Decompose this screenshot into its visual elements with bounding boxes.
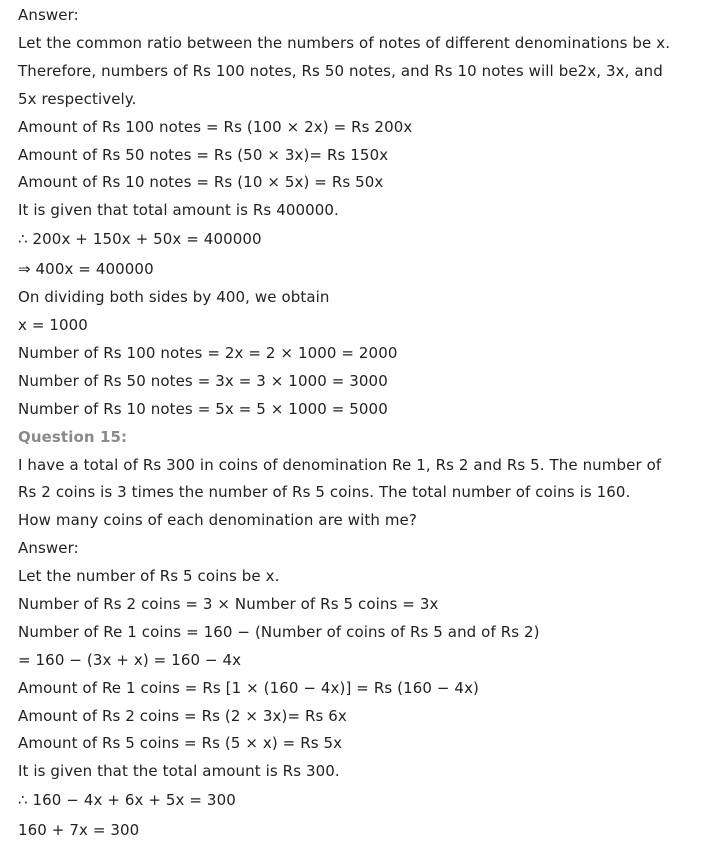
equation-line: Number of Re 1 coins = 160 − (Number of coins of Rs 5 and of Rs 2) — [18, 622, 540, 641]
equation-line: Amount of Rs 5 coins = Rs (5 × x) = Rs 5x — [18, 734, 343, 753]
equation-line: Amount of Rs 50 notes = Rs (50 × 3x)= Rs 150x — [18, 145, 389, 164]
equation-line: Number of Rs 10 notes = 5x = 5 × 1000 = 5000 — [18, 399, 388, 418]
equation-line: Amount of Rs 100 notes = Rs (100 × 2x) = Rs 200x — [18, 117, 413, 136]
equation-line: Number of Rs 2 coins = 3 × Number of Rs 5 coins = 3x — [18, 595, 439, 614]
text-line: 5x respectively. — [18, 89, 137, 108]
equation-line: = 160 − (3x + x) = 160 − 4x — [18, 650, 242, 669]
text-line: It is given that total amount is Rs 400000. — [18, 201, 339, 220]
document-body — [18, 0, 698, 845]
question-text-line: How many coins of each denomination are with me? — [18, 511, 417, 530]
text-line: Let the common ratio between the numbers of notes of different denominations be x. — [18, 34, 671, 52]
text-line: Therefore, numbers of Rs 100 notes, Rs 50 notes, and Rs 10 notes will be2x, 3x, and — [18, 61, 663, 80]
question-text-line: Rs 2 coins is 3 times the number of Rs 5 coins. The total number of coins is 160. — [18, 483, 631, 502]
equation-line: Amount of Rs 10 notes = Rs (10 × 5x) = Rs 50x — [18, 173, 384, 192]
equation-line: x = 1000 — [18, 316, 88, 335]
answer-label: Answer: — [18, 6, 79, 24]
equation-line: Number of Rs 50 notes = 3x = 3 × 1000 = 3000 — [18, 371, 388, 390]
question-heading: Question 15: — [18, 427, 128, 446]
equation-line: Amount of Re 1 coins = Rs [1 × (160 − 4x)] = Rs (160 − 4x) — [18, 678, 479, 697]
equation-line: ∴ 200x + 150x + 50x = 400000 — [18, 230, 262, 249]
text-line: On dividing both sides by 400, we obtain — [18, 288, 330, 307]
equation-line: ⇒ 400x = 400000 — [18, 259, 154, 278]
equation-line: ∴ 160 − 4x + 6x + 5x = 300 — [18, 791, 236, 810]
answer-label: Answer: — [18, 539, 79, 558]
equation-line: 160 + 7x = 300 — [18, 820, 140, 839]
equation-line: Amount of Rs 2 coins = Rs (2 × 3x)= Rs 6x — [18, 706, 347, 725]
text-line: Let the number of Rs 5 coins be x. — [18, 567, 280, 586]
equation-line: Number of Rs 100 notes = 2x = 2 × 1000 = 2000 — [18, 344, 398, 363]
text-line: It is given that the total amount is Rs 300. — [18, 762, 340, 781]
question-text-line: I have a total of Rs 300 in coins of denomination Re 1, Rs 2 and Rs 5. The number of — [18, 455, 662, 474]
